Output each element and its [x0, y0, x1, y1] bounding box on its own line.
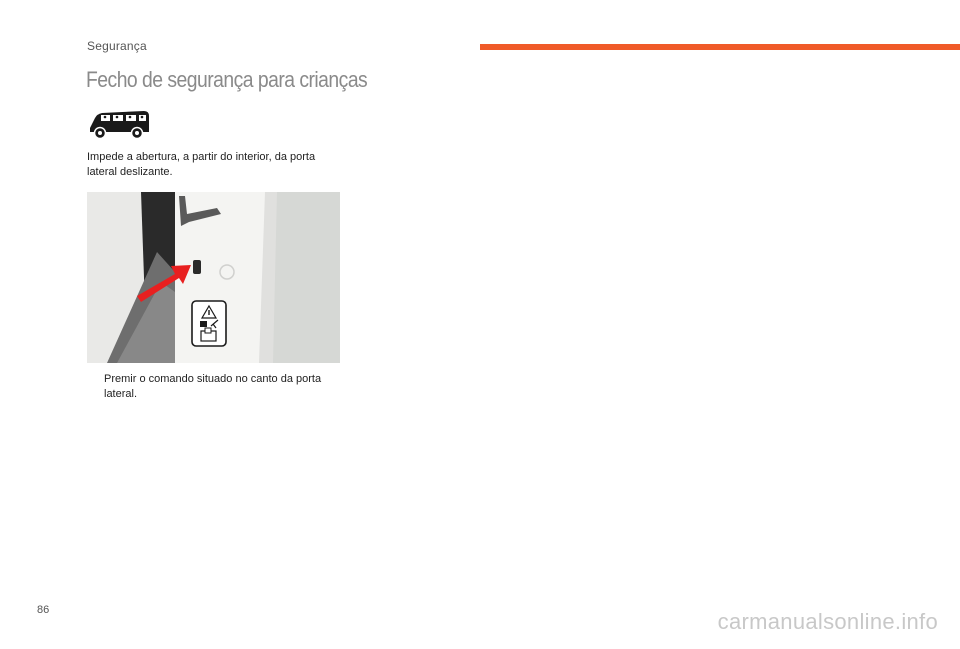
instruction-item: [87, 372, 347, 402]
bullet-icon: [87, 372, 104, 402]
child-warning-label-icon: [192, 301, 226, 346]
van-icon: [86, 106, 152, 140]
header-accent-bar: [480, 44, 960, 50]
watermark: carmanualsonline.info: [717, 609, 938, 634]
intro-text: Impede a abertura, a partir do interior, da porta lateral deslizante.: [87, 151, 316, 178]
page-title: Fecho de segurança para crianças: [86, 67, 368, 92]
door-lock-photo: [87, 192, 340, 363]
instruction-text: Premir o comando situado no canto da porta lateral.: [104, 373, 322, 400]
section-label: Segurança: [87, 39, 147, 53]
page-number: 86: [37, 604, 50, 616]
